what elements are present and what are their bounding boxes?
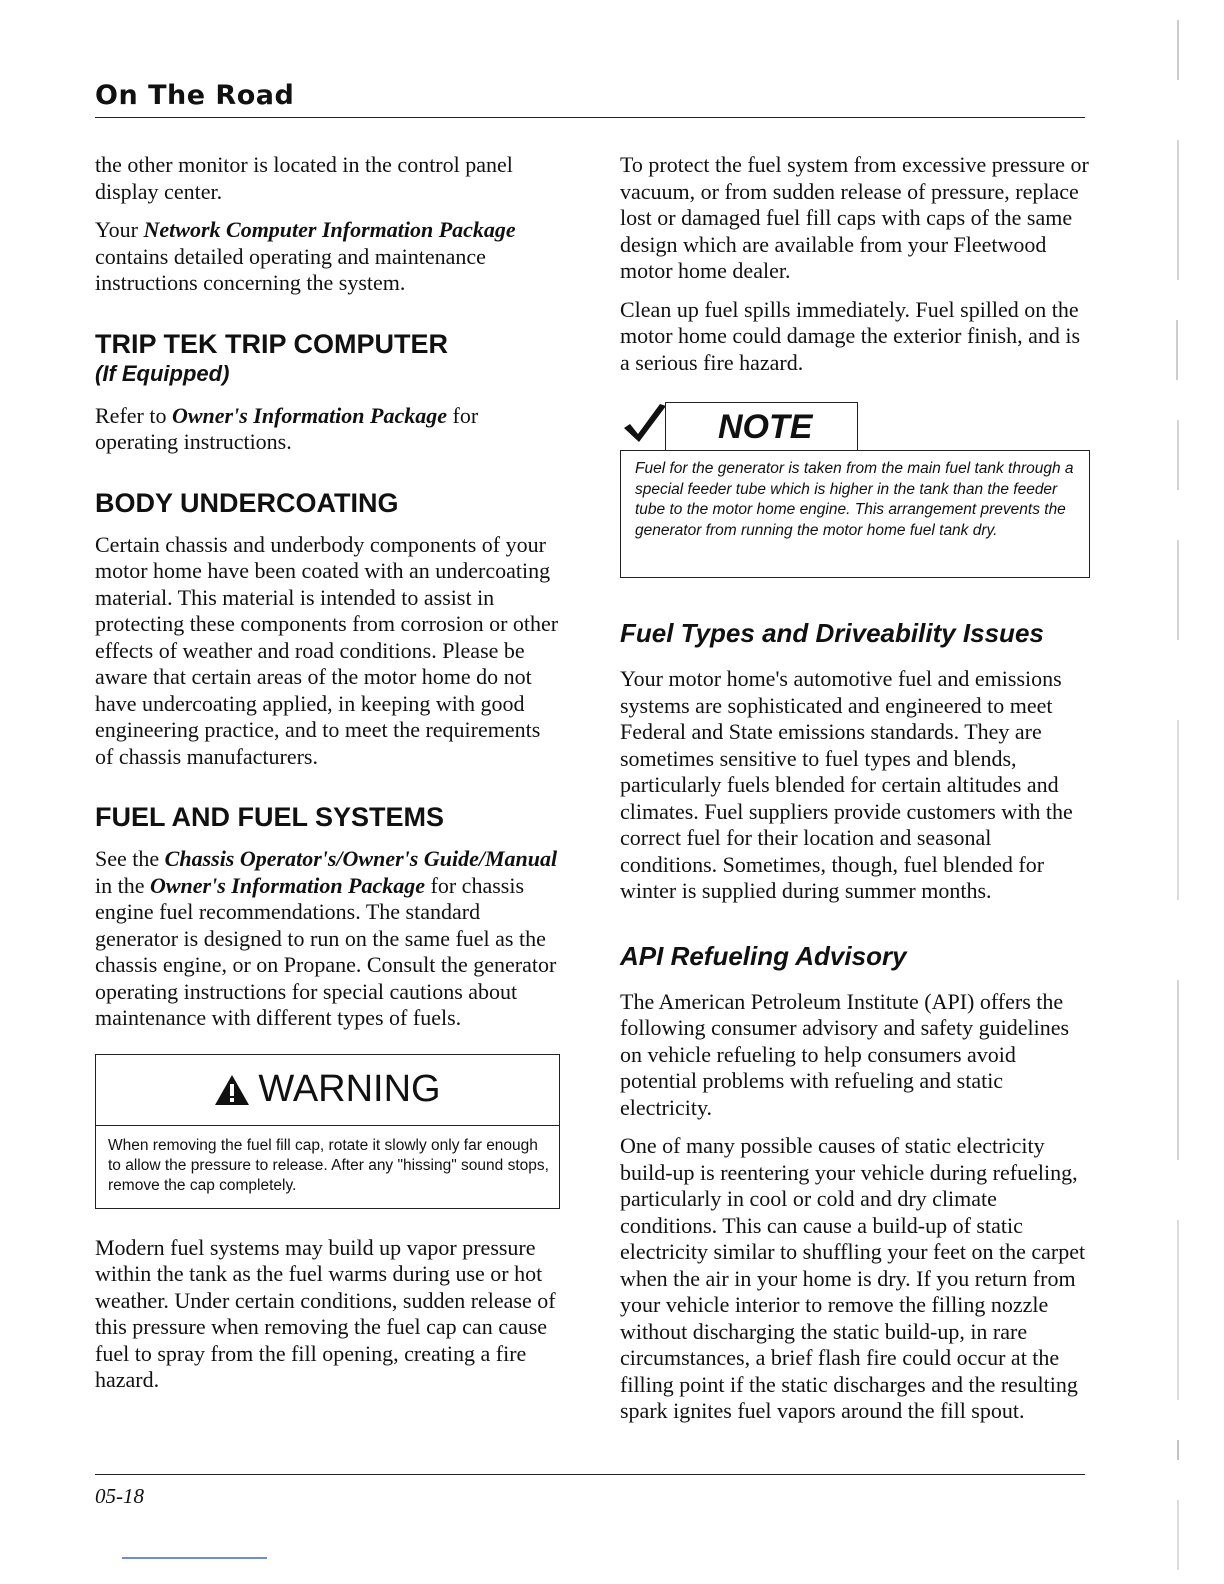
api-paragraph-1: The American Petroleum Institute (API) offers the following consumer advisory and safety guidelines on vehicle refueling to help consumers avoid potential problems with refueling and static electricity. bbox=[620, 988, 1070, 1120]
fuel-types-paragraph: Your motor home's automotive fuel and emissions systems are sophisticated and engineered to meet Federal and State emissions standards. They are sometimes sensitive to fuel types and blends, particularly fuels blended for certain altitudes and climates. Fuel suppliers provide customers with the correct fuel for their location and seasonal conditions. Sometimes, though, fuel blended for winter is supplied during summer months. bbox=[620, 666, 1073, 903]
trip-computer-subheading: (If Equipped) bbox=[95, 360, 230, 386]
note-text: Fuel for the generator is taken from the main fuel tank through a special feeder tube which is higher in the tank than the feeder tube to the motor home engine. This arrangement prevents the generator from running the motor home fuel tank dry. bbox=[620, 450, 1090, 578]
note-label: NOTE bbox=[665, 402, 858, 450]
trip-computer-heading: TRIP TEK TRIP COMPUTER bbox=[95, 328, 449, 359]
blue-underline-mark bbox=[122, 1557, 267, 1559]
warning-text: When removing the fuel fill cap, rotate it slowly only far enough to allow the pressure to release. After any "hissing" sound stops, remove the cap completely. bbox=[108, 1136, 549, 1194]
protect-fuel-paragraph: To protect the fuel system from excessive pressure or vacuum, or from sudden release of pressure, replace lost or damaged fuel fill caps with caps of the same design which are available from your Fleetwood motor home dealer. bbox=[620, 152, 1089, 283]
scan-edge-marks bbox=[1166, 20, 1180, 1580]
body-undercoating-heading: BODY UNDERCOATING bbox=[95, 487, 399, 518]
right-column bbox=[620, 152, 1090, 1437]
checkmark-icon bbox=[620, 402, 668, 444]
left-column bbox=[95, 152, 560, 1406]
reference-owners-package: Owner's Information Package bbox=[171, 402, 447, 428]
api-paragraph-2: One of many possible causes of static electricity build-up is reentering your vehicle during refueling, particularly in cool or cold and dry climate conditions. This can cause a build-up of static electricity similar to shuffling your feet on the carpet when the air in your home is dry. If you return from your vehicle interior to remove the filling nozzle without discharging the static build-up, in rare circumstances, a brief flash fire could occur at the filling point if the static discharges and the resulting spark ignites fuel vapors around the fill spout. bbox=[620, 1133, 1086, 1423]
body-undercoating-paragraph: Certain chassis and underbody components of your motor home have been coated with an undercoating material. This material is intended to assist in protecting these components from corrosion or other effects of weather and road conditions. Please be aware that certain areas of the motor home do not have undercoating applied, in keeping with good engineering practice, and to meet the requirements of chassis manufacturers. bbox=[95, 531, 559, 769]
fuel-types-heading: Fuel Types and Driveability Issues bbox=[620, 618, 1044, 648]
section-header-title: On The Road bbox=[95, 80, 295, 111]
api-advisory-heading: API Refueling Advisory bbox=[620, 940, 907, 971]
header-rule bbox=[95, 117, 1085, 118]
fuel-systems-paragraph: See the Chassis Operator's/Owner's Guide/Manual in the Owner's Information Package for chassis engine fuel recommendations. The standard generator is designed to run on the same fuel as the chassis engine, or on Propane. Consult the generator operating instructions for special cautions about maintenance with different types of fuels. bbox=[95, 846, 558, 1030]
reference-network-computer-package: Network Computer Information Package bbox=[143, 217, 516, 242]
note-box bbox=[620, 402, 1090, 582]
fuel-spill-paragraph: Clean up fuel spills immediately. Fuel spilled on the motor home could damage the exterior finish, and is a serious fire hazard. bbox=[620, 296, 1081, 375]
reference-chassis-manual: Chassis Operator's/Owner's Guide/Manual bbox=[164, 846, 558, 871]
intro-paragraph-2: Your Network Computer Information Package contains detailed operating and maintenance instructions concerning the system. bbox=[95, 217, 516, 295]
trip-computer-paragraph: Refer to Owner's Information Package for operating instructions. bbox=[95, 402, 479, 454]
warning-label: WARNING bbox=[258, 1068, 441, 1111]
warning-box bbox=[95, 1054, 560, 1209]
vapor-pressure-paragraph: Modern fuel systems may build up vapor pressure within the tank as the fuel warms during use or hot weather. Under certain conditions, sudden release of this pressure when removing the fuel cap can cause fuel to spray from the fill opening, creating a fire hazard. bbox=[95, 1234, 556, 1392]
warning-header bbox=[96, 1055, 559, 1126]
footer-rule bbox=[95, 1474, 1085, 1475]
fuel-systems-heading: FUEL AND FUEL SYSTEMS bbox=[95, 802, 445, 832]
page-number: 05-18 bbox=[95, 1484, 144, 1508]
intro-paragraph-1: the other monitor is located in the control panel display center. bbox=[95, 152, 513, 204]
reference-owners-package-2: Owner's Information Package bbox=[150, 872, 426, 898]
warning-triangle-icon bbox=[214, 1074, 250, 1106]
